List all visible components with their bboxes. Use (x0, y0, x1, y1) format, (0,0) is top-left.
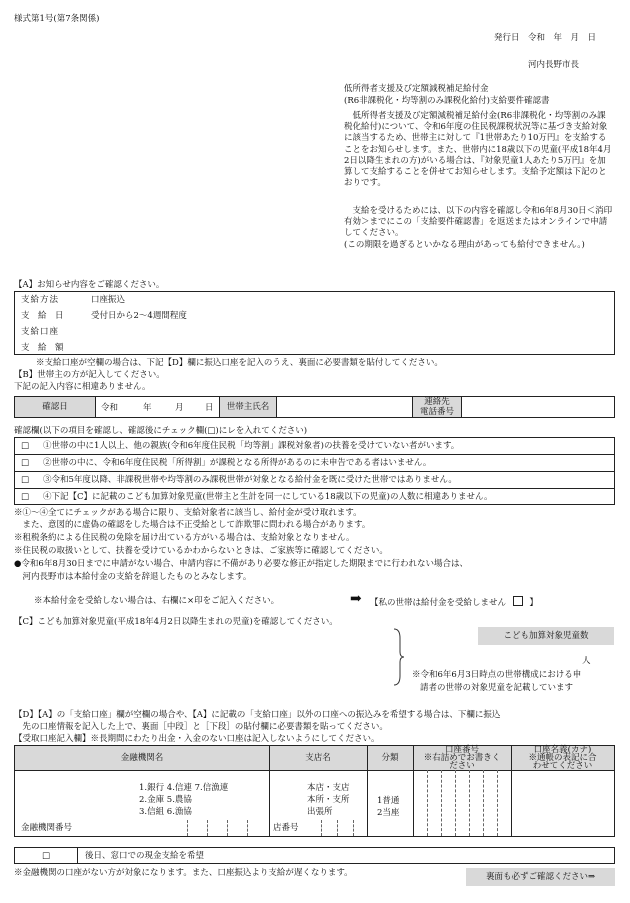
section-d-line-3: 【受取口座記入欄】※長期間にわたり出金・入金のない口座は記入しないようにしてください。 (14, 734, 380, 744)
bank-type-line-1: 1.銀行 4.信連 7.信漁連 (139, 783, 229, 793)
year-label: 年 (143, 403, 152, 413)
check-item-1: ①世帯の中に1人以上、他の親族(令和6年度住民税「均等割」課税対象者)の扶養を受けていない者がいます。 (43, 441, 460, 451)
section-a-heading: 【A】お知らせ内容をご確認ください。 (14, 280, 165, 290)
section-d-line-2: 先の口座情報を記入した上で、裏面［中段］と［下段］の貼付欄に必要書類を貼ってください。 (14, 722, 388, 732)
section-d-line-1: 【D】【A】の「支給口座」欄が空欄の場合や、【A】に記載の「支給口座」以外の口座への振込みを希望する場合は、下欄に振込 (14, 710, 501, 720)
doc-title-line1: 低所得者支援及び定額減税補足給付金 (344, 84, 489, 94)
note-3: ※租税条約による住民税の免除を届け出ている方がいる場合は、支給対象となりません。 (14, 533, 355, 543)
brace-icon (392, 628, 406, 686)
section-c-note-1: ※令和6年6月3日時点の世帯構成における申 (412, 670, 582, 680)
bank-type-line-2: 2.金庫 5.農協 (139, 795, 192, 805)
householder-name-field[interactable] (277, 397, 412, 417)
checks-table (14, 437, 615, 505)
check-box-4[interactable]: □ (21, 492, 30, 502)
cash-option-box (14, 847, 615, 864)
check-item-4: ④下記【C】に記載のこども加算対象児童(世帯主と生計を同一にしている18歳以下の児童)の人数に相違ありません。 (43, 492, 493, 502)
col-bank-name: 金融機関名 (120, 753, 164, 763)
section-a-label-account: 支給口座 (21, 327, 60, 337)
col-branch-name: 支店名 (305, 753, 331, 763)
branch-type-line-2: 本所・支所 (307, 795, 350, 805)
col-account-number-title: 口座番号 (444, 745, 479, 755)
section-a-value-date: 受付日から2～4週間程度 (91, 311, 187, 321)
issue-date: 発行日 令和 年 月 日 (494, 33, 597, 43)
branch-code-label: 店番号 (273, 823, 299, 833)
section-a-label-amount: 支 給 額 (21, 343, 64, 353)
section-a-label-method: 支給方法 (21, 295, 60, 305)
day-label: 日 (205, 403, 214, 413)
check-box-1[interactable]: □ (21, 441, 30, 451)
section-b-heading: 【B】世帯主の方が記入してください。 (14, 370, 165, 380)
check-box-2[interactable]: □ (21, 458, 30, 468)
householder-name-label: 世帯主氏名 (220, 397, 276, 417)
decline-box-end: 】 (529, 598, 538, 608)
cash-option-checkbox[interactable]: □ (41, 851, 51, 861)
cash-option-note: ※金融機関の口座がない方が対象になります。また、口座振込より支給が遅くなります。 (14, 868, 353, 878)
contact-label-line1: 連絡先 (424, 397, 450, 407)
decline-box-text: 【私の世帯は給付金を受給しません (370, 598, 507, 608)
confirm-date-label: 確認日 (15, 397, 95, 417)
account-type-normal: 1普通 (377, 796, 400, 806)
section-b-subtext: 下記の記入内容に相違ありません。 (14, 382, 151, 392)
decline-checkbox[interactable] (513, 596, 523, 606)
col-account-holder (511, 746, 614, 770)
bank-type-line-3: 3.信組 6.漁協 (139, 807, 192, 817)
child-count-label: こども加算対象児童数 (478, 627, 614, 645)
note-4: ※住民税の取扱いとして、扶養を受けているかわからないときは、ご家族等に確認してください。 (14, 546, 388, 556)
col-account-number (413, 746, 511, 770)
check-item-2: ②世帯の中に、令和6年度住民税「所得割」が課税となる所得があるのに未申告である者はいません。 (43, 458, 432, 468)
note-5: ●令和6年8月30日までに申請がない場合、申請内容に不備があり必要な修正が指定した期限までに行われない場合は、 (14, 559, 469, 569)
cash-option-label: 後日、窓口での現金支給を希望 (85, 851, 205, 861)
section-a-label-date: 支 給 日 (21, 311, 64, 321)
section-b-table (14, 396, 615, 418)
arrow-right-icon: ➡ (350, 591, 362, 607)
section-a-value-method: 口座振込 (91, 295, 126, 305)
reiwa-label: 令和 (101, 403, 119, 413)
col-account-type: 分類 (381, 753, 399, 763)
back-side-notice: 裏面も必ずご確認ください⇒ (466, 868, 615, 886)
note-6: 河内長野市は本給付金の支給を辞退したものとみなします。 (14, 572, 252, 582)
contact-phone-label (413, 397, 461, 417)
contact-label-line2: 電話番号 (419, 407, 454, 417)
contact-phone-field[interactable] (462, 397, 614, 417)
intro-paragraph-1: 低所得者支援及び定額減税補足給付金(R6非課税化・均等割のみ課税化給付)について、令和6年度の住民税課税状況等に基づき支給対象に該当するため、世帯主に対して『1世帯あたり10万円』を支給することをお知らせします。また、世帯内に18歳以下の児童(平成18年4月2日以降生まれの方)がいる場合は、『対象児童1人あたり5万円』を加算して支給することを併せてお知らせします。支給予定額は下記のとおりです。 (344, 111, 612, 189)
bank-code-label: 金融機関番号 (21, 823, 73, 833)
branch-type-line-1: 本店・支店 (307, 783, 350, 793)
check-item-3: ③令和5年度以降、非課税世帯や均等割のみ課税世帯が対象となる給付金を既に受けた世帯ではありません。 (43, 475, 457, 485)
issuer-name: 河内長野市長 (528, 60, 580, 70)
section-a-box (14, 291, 615, 355)
child-count-unit: 人 (582, 656, 591, 666)
branch-type-line-3: 出張所 (307, 807, 333, 817)
col-account-holder-note-1: ※通帳の表記に合 (528, 753, 597, 763)
intro-paragraph-2: 支給を受けるためには、以下の内容を確認し令和6年8月30日＜消印有効＞までにこの「支給要件確認書」を返送またはオンラインで申請してください。 (344, 206, 613, 239)
decline-box[interactable] (370, 596, 538, 608)
bank-account-table (14, 745, 615, 837)
note-2: また、意図的に虚偽の確認をした場合は不正受給として詐欺罪に問われる場合があります。 (14, 520, 371, 530)
col-account-holder-title: 口座名義(カナ) (533, 745, 592, 755)
col-account-number-note-1: ※右詰めでお書きく (423, 753, 501, 763)
section-c-note-2: 請者の世帯の対象児童を記載しています (420, 683, 574, 693)
intro-paragraph-3: (この期限を過ぎるといかなる理由があっても給付できません。) (344, 240, 585, 250)
decline-text: ※本給付金を受給しない場合は、右欄に×印をご記入ください。 (34, 596, 280, 606)
form-number: 様式第1号(第7条関係) (14, 14, 100, 24)
month-label: 月 (175, 403, 184, 413)
note-1: ※①～④全てにチェックがある場合に限り、支給対象者に該当し、給付金が受け取れます。 (14, 508, 362, 518)
section-c-heading: 【C】こども加算対象児童(平成18年4月2日以降生まれの児童)を確認してください。 (14, 617, 338, 627)
account-type-current: 2当座 (377, 808, 400, 818)
check-box-3[interactable]: □ (21, 475, 30, 485)
col-account-holder-note-2: わせてください (532, 761, 593, 771)
col-account-number-note-2: ださい (449, 761, 475, 771)
section-a-note: ※支給口座が空欄の場合は、下記【D】欄に振込口座を記入のうえ、裏面に必要書類を貼付してください。 (36, 358, 443, 368)
doc-title-line2: (R6非課税化・均等割のみ課税化給付)支給要件確認書 (344, 96, 550, 106)
checks-heading: 確認欄(以下の項目を確認し、確認後にチェック欄(□)にレを入れてください) (14, 426, 308, 436)
